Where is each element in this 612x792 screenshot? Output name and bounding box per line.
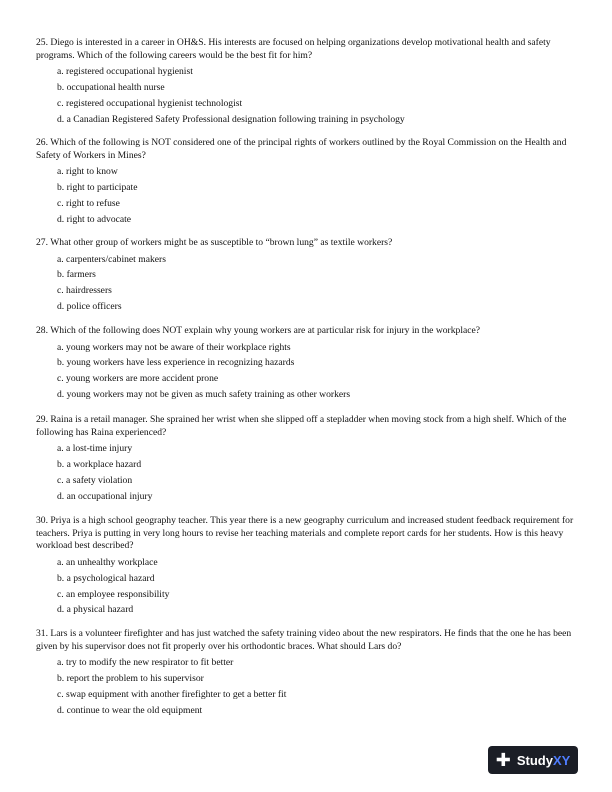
plus-icon: ✚ [495,750,511,770]
question-27 [36,237,576,315]
question-29 [36,414,576,505]
question-text: 28. Which of the following does NOT explain why young workers are at particular risk for injury in the workplace? [36,325,481,336]
logo-text [517,753,570,768]
option-b: b. a workplace hazard [57,459,142,471]
question-26 [36,137,576,228]
question-text: 27. What other group of workers might be as susceptible to “brown lung” as textile workers? [36,237,393,248]
question-31 [36,628,576,719]
question-text: 25. Diego is interested in a career in OH&S. His interests are focused on helping organizations develop motivational health and safety programs. Which of the following careers would be the best fit for him? [36,37,551,61]
logo-word-study: Study [516,752,553,768]
question-25 [36,37,576,128]
option-b: b. right to participate [57,182,138,194]
option-b: b. a psychological hazard [57,572,155,584]
option-d: d. an occupational injury [57,490,153,502]
option-c: c. a safety violation [57,474,133,486]
option-list [36,555,576,619]
question-text: 31. Lars is a volunteer firefighter and has just watched the safety training video about the new respirators. He finds that the one he has been given by his supervisor does not fit properly over his orthodontic braces. What should Lars do? [36,628,572,652]
option-a: a. young workers may not be aware of their workplace rights [57,341,291,353]
option-b: b. young workers have less experience in recognizing hazards [57,357,295,369]
option-a: a. a lost-time injury [57,443,133,455]
option-list [36,252,576,316]
studyxy-logo [488,746,578,774]
option-c: c. young workers are more accident prone [57,373,219,385]
option-c: c. swap equipment with another firefighter to get a better fit [57,688,287,700]
option-d: d. a physical hazard [57,604,134,616]
option-b: b. report the problem to his supervisor [57,673,204,685]
option-a: a. right to know [57,166,118,178]
option-c: c. an employee responsibility [57,588,170,600]
option-c: c. hairdressers [57,285,112,297]
option-b: b. occupational health nurse [57,82,165,94]
question-30 [36,515,576,618]
question-text: 29. Raina is a retail manager. She sprained her wrist when she slipped off a stepladder when moving stock from a high shelf. Which of the following has Raina experienced? [36,414,567,438]
question-text: 30. Priya is a high school geography teacher. This year there is a new geography curriculum and increased student feedback requirement for teachers. Priya is putting in very long hours to revise her teaching materials and complete report cards for her students. How is this heavy workload best described? [36,515,574,552]
option-d: d. continue to wear the old equipment [57,704,203,716]
option-list [36,441,576,505]
option-d: d. police officers [57,301,122,313]
question-text: 26. Which of the following is NOT considered one of the principal rights of workers outlined by the Royal Commission on the Health and Safety of Workers in Mines? [36,137,567,161]
option-list [36,655,576,719]
option-a: a. try to modify the new respirator to fit better [57,657,234,669]
option-d: d. young workers may not be given as much safety training as other workers [57,389,351,401]
option-list [36,64,576,128]
option-a: a. an unhealthy workplace [57,556,158,568]
logo-word-xy: XY [552,752,571,768]
option-c: c. right to refuse [57,197,120,209]
option-b: b. farmers [57,269,96,281]
option-list [36,164,576,228]
option-list [36,340,576,404]
option-c: c. registered occupational hygienist technologist [57,97,243,109]
option-d: d. a Canadian Registered Safety Professional designation following training in psychology [57,113,405,125]
option-a: a. carpenters/cabinet makers [57,253,166,265]
question-28 [36,325,576,403]
option-a: a. registered occupational hygienist [57,66,193,78]
option-d: d. right to advocate [57,213,132,225]
